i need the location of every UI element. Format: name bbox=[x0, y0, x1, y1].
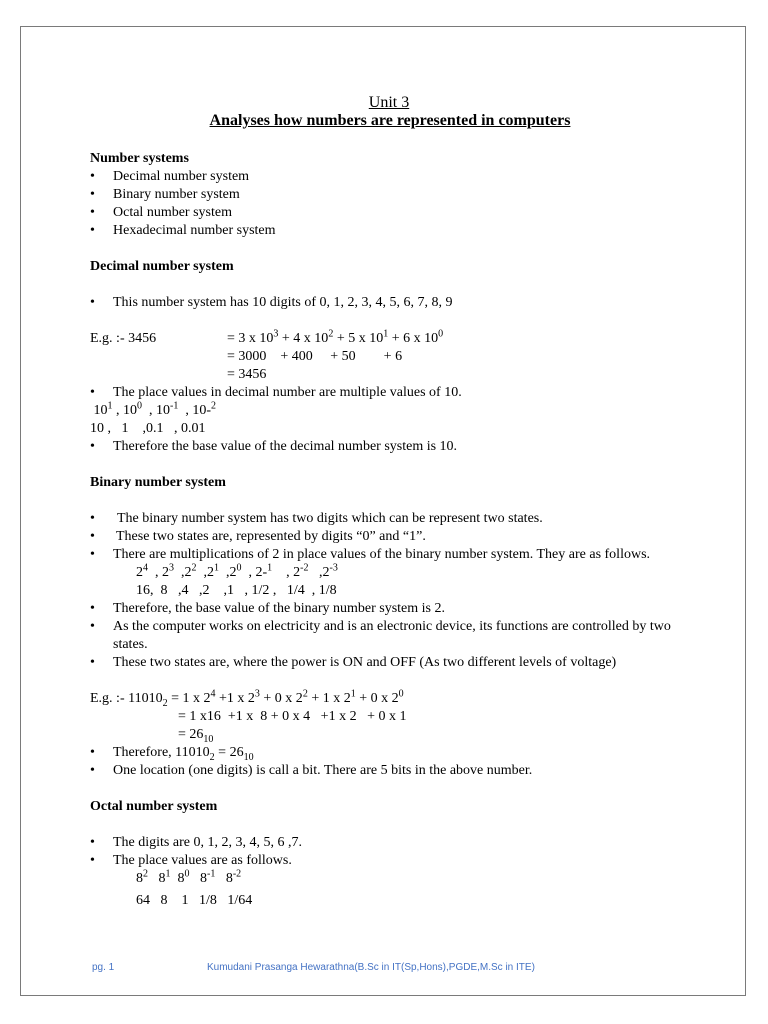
decimal-example-label: E.g. :- 3456 bbox=[90, 331, 157, 346]
binary-therefore-text: Therefore, 11010 bbox=[113, 745, 210, 760]
unit-title: Unit 3 bbox=[368, 94, 410, 111]
binary-bullet-multiplications: • There are multiplications of 2 in place values of the binary number system. They are as follows. bbox=[90, 546, 690, 564]
decimal-values-line: 10 , 1 ,0.1 , 0.01 bbox=[90, 421, 206, 436]
octal-digits-bullet: • The digits are 0, 1, 2, 3, 4, 5, 6 ,7. bbox=[90, 834, 690, 852]
octal-powers-line: $8^2$ $8^1$ $8^0$ $8^{-1}$ $8^{-2}$ bbox=[136, 868, 242, 886]
binary-bullet-two-digits: • The binary number system has two digits which can be represent two states. bbox=[90, 510, 690, 528]
list-item: • Hexadecimal number system bbox=[90, 222, 690, 240]
binary-example-label: E.g. :- 11010 bbox=[90, 691, 163, 706]
binary-bit-bullet: • One location (one digits) is call a bit. There are 5 bits in the above number. bbox=[90, 762, 690, 780]
decimal-powers-line: $10^1$ , $10^0$ , $10^{-1}$ , 10-$^2$ bbox=[90, 400, 217, 418]
decimal-heading: Decimal number system bbox=[90, 259, 234, 274]
binary-bullet-represented: • These two states are, represented by digits “0” and “1”. bbox=[90, 528, 690, 546]
binary-example-line-1: E.g. :- $11010_2 = 1$ x $2^4 +1$ x $2^3 + 0$ x $2^2 + 1$ x $2^1 + 0$ x $2^0$ bbox=[90, 688, 404, 709]
binary-example-line-3: = $26_{10}$ bbox=[178, 727, 214, 745]
binary-on-off-bullet: • These two states are, where the power is ON and OFF (As two different levels of voltage) bbox=[90, 654, 690, 672]
decimal-base-bullet: • Therefore the base value of the decimal number system is 10. bbox=[90, 438, 690, 456]
list-item: • Octal number system bbox=[90, 204, 690, 222]
footer-author: Kumudani Prasanga Hewarathna(B.Sc in IT(Sp,Hons),PGDE,M.Sc in ITE) bbox=[207, 962, 535, 973]
binary-powers-line: $2^4$ , $2^3$ $,2^2$ $,2^1$ $,2^0$ , 2-$^1$ , $2^{-2}$ $,2^{-3}$ bbox=[136, 562, 338, 580]
binary-electricity-bullet: • As the computer works on electricity and is an electronic device, its functions are controlled by two states. bbox=[90, 618, 690, 654]
octal-heading: Octal number system bbox=[90, 799, 218, 814]
decimal-digits-bullet: • This number system has 10 digits of 0, 1, 2, 3, 4, 5, 6, 7, 8, 9 bbox=[90, 294, 690, 312]
octal-values-line: 64 8 1 1/8 1/64 bbox=[136, 893, 253, 908]
document-body bbox=[90, 94, 690, 910]
decimal-example-line-2: = 3000 + 400 + 50 + 6 bbox=[227, 349, 403, 364]
decimal-expansion: = 3 x $10^3 + 4$ x $10^2 + 5$ x $10^1 + 6$ x $10^0$ bbox=[227, 328, 444, 346]
document-title: Analyses how numbers are represented in computers bbox=[209, 112, 571, 129]
octal-place-values-bullet: • The place values are as follows. bbox=[90, 852, 690, 870]
binary-heading: Binary number system bbox=[90, 475, 226, 490]
decimal-example-line-1 bbox=[90, 330, 690, 348]
binary-example-line-2: = 1 x16 +1 x 8 + 0 x 4 +1 x 2 + 0 x 1 bbox=[178, 709, 407, 724]
list-item: • Binary number system bbox=[90, 186, 690, 204]
binary-values-line: 16, 8 ,4 ,2 ,1 , 1/2 , 1/4 , 1/8 bbox=[136, 583, 337, 598]
binary-therefore-bullet: • Therefore, $11010_2 = 26_{10}$ bbox=[90, 744, 690, 762]
binary-base-bullet: • Therefore, the base value of the binary number system is 2. bbox=[90, 600, 690, 618]
footer-page-number: pg. 1 bbox=[92, 962, 115, 973]
decimal-place-values-bullet: • The place values in decimal number are multiple values of 10. bbox=[90, 384, 690, 402]
list-item: • Decimal number system bbox=[90, 168, 690, 186]
number-systems-heading: Number systems bbox=[90, 151, 189, 166]
decimal-example-line-3: = 3456 bbox=[227, 367, 267, 382]
